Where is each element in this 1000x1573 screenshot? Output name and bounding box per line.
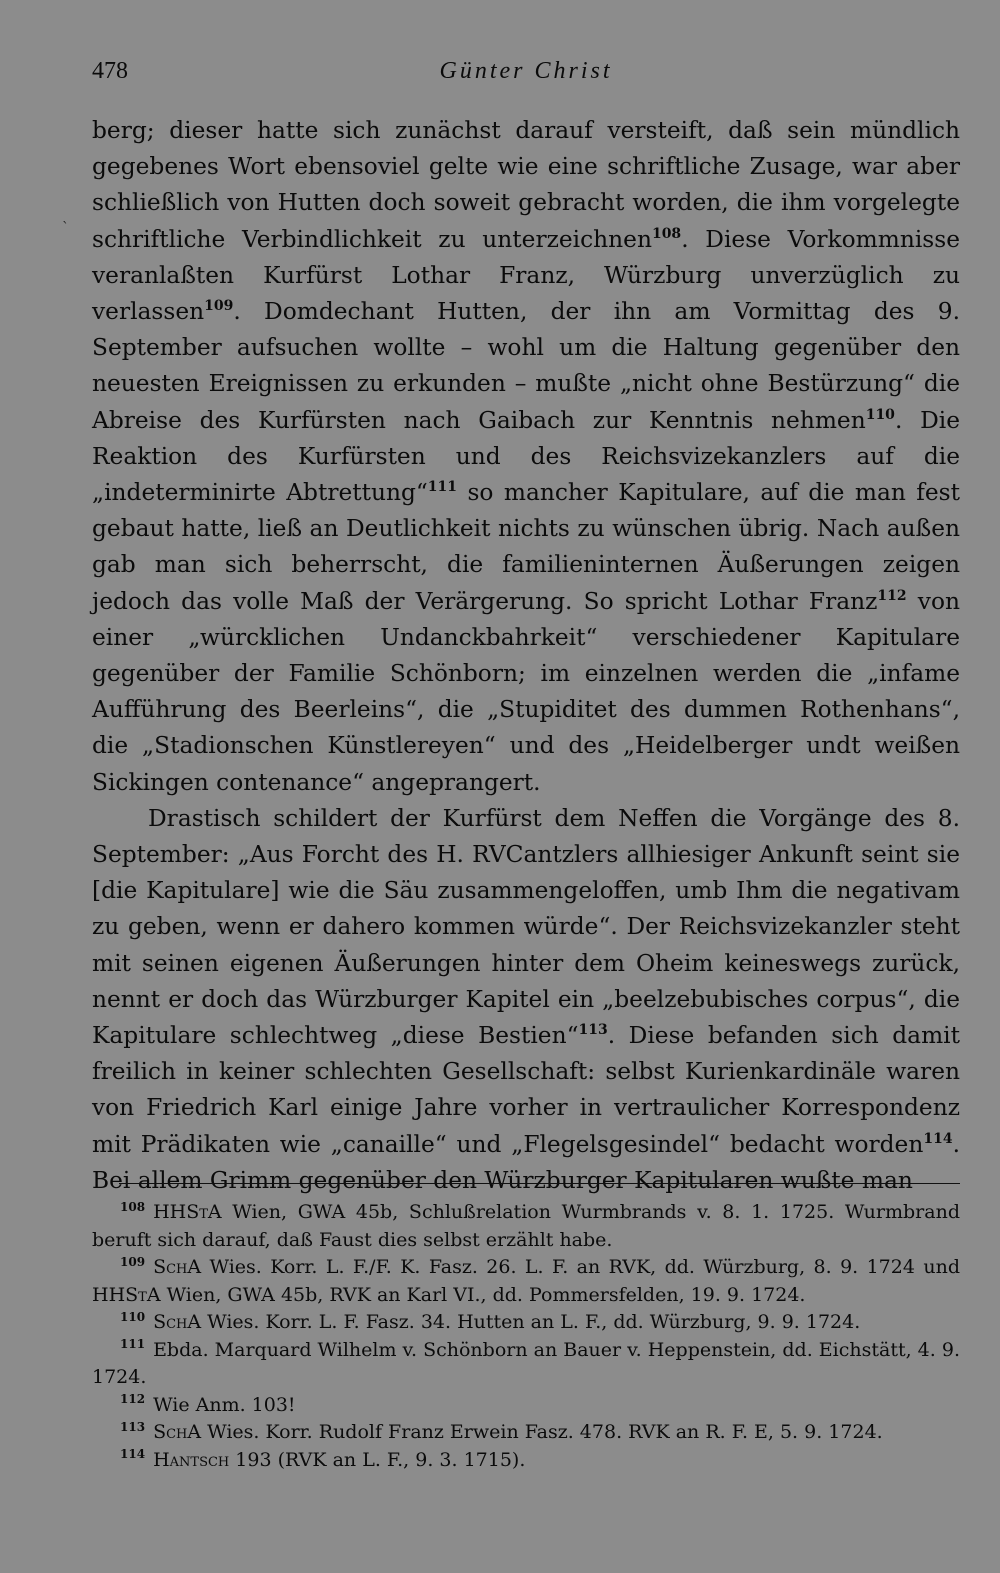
- footnote-number: 111: [120, 1337, 146, 1352]
- text-run: . Domdechant Hutten, der ihn am Vormittag des 9. September aufsuchen wollte – wohl um die Haltung gegenüber den neuesten Ereignissen zu erkunden – mußte „nicht ohne Bestürzung“ die Abreise des Kurfürsten nach Gaibach zur Kenntnis nehmen: [92, 298, 960, 434]
- archive-abbrev: SchA: [153, 1311, 202, 1333]
- footnote-110: [92, 1309, 960, 1337]
- text-run: . Bei allem Grimm gegenüber den Würzburger Kapitularen wußte man: [92, 1130, 960, 1194]
- footnote-text: Wie Anm. 103!: [153, 1393, 296, 1416]
- text-run: . Die Reaktion des Kurfürsten und des Reichsvizekanzlers auf die „indeterminirte Abtrettung“: [92, 406, 960, 507]
- footnote-text: Wien, GWA 45b, Schlußrelation Wurmbrands v. 8. 1. 1725. Wurmbrand beruft sich darauf, daß Faust dies selbst erzählt habe.: [92, 1201, 960, 1251]
- footnote-text: Wien, GWA 45b, RVK an Karl VI., dd. Pommersfelden, 19. 9. 1724.: [160, 1283, 806, 1306]
- footnotes: [92, 1199, 960, 1474]
- margin-tick-mark: ˋ: [62, 220, 69, 236]
- footnote-divider: [119, 1183, 960, 1184]
- text-run: von einer „würcklichen Undanckbahrkeit“ verschiedener Kapitulare gegenüber der Familie Schönborn; im einzelnen werden die „infame Aufführung des Beerleins“, die „Stupiditet des dummen Rothenhans“, die „Stadionschen Künstlereyen“ und des „Heidelberger undt weißen Sickingen contenance“ angeprangert.: [92, 587, 960, 796]
- main-text: [92, 113, 960, 1199]
- archive-abbrev: HHStA: [153, 1201, 222, 1223]
- footnote-ref-108[interactable]: 108: [651, 225, 682, 242]
- text-run: . Diese befanden sich damit freilich in keiner schlechten Gesellschaft: selbst Kurienkardinäle waren von Friedrich Karl einige Jahre vorher in vertraulicher Korrespondenz mit Prädikaten wie „canaille“ und „Flegelsgesindel“ bedacht worden: [92, 1022, 960, 1158]
- footnote-109: [92, 1254, 960, 1309]
- footnote-number: 109: [120, 1254, 146, 1269]
- footnote-113: [92, 1419, 960, 1447]
- footnote-108: [92, 1199, 960, 1254]
- footnote-text: Ebda. Marquard Wilhelm v. Schönborn an Bauer v. Heppenstein, dd. Eichstätt, 4. 9. 1724.: [92, 1338, 960, 1388]
- footnote-number: 112: [120, 1392, 146, 1407]
- footnote-text: Wies. Korr. L. F./F. K. Fasz. 26. L. F. an RVK, dd. Würzburg, 8. 9. 1724 und: [201, 1256, 960, 1278]
- archive-abbrev: SchA: [153, 1256, 202, 1278]
- footnote-text: Wies. Korr. Rudolf Franz Erwein Fasz. 478. RVK an R. F. E, 5. 9. 1724.: [201, 1421, 883, 1443]
- footnote-ref-109[interactable]: 109: [204, 298, 234, 315]
- footnote-ref-110[interactable]: 110: [865, 406, 895, 423]
- page-number: 478: [92, 58, 128, 84]
- footnote-text: 193 (RVK an L. F., 9. 3. 1715).: [229, 1448, 526, 1471]
- footnote-text: Wies. Korr. L. F. Fasz. 34. Hutten an L. F., dd. Würzburg, 9. 9. 1724.: [201, 1311, 861, 1333]
- text-run: Drastisch schildert der Kurfürst dem Neffen die Vorgänge des 8. September: „Aus Forcht des H. RVCantzlers allhiesiger Ankunft seint sie [die Kapitulare] wie die Säu zusammengeloffen, umb Ihm die negativam zu geben, wenn er dahero kommen würde“. Der Reichsvizekanzler steht mit seinen eigenen Äußerungen hinter dem Oheim keineswegs zurück, nennt er doch das Würzburger Kapitel ein „beelzebubisches corpus“, die Kapitulare schlechtweg „diese Bestien“: [92, 804, 960, 1050]
- footnote-ref-111[interactable]: 111: [427, 479, 458, 496]
- footnote-number: 108: [120, 1199, 146, 1214]
- text-run: so mancher Kapitulare, auf die man fest gebaut hatte, ließ an Deutlichkeit nichts zu wünschen übrig. Nach außen gab man sich beherrscht, die familieninternen Äußerungen zeigen jedoch das volle Maß der Verärgerung. So spricht Lothar Franz: [92, 479, 960, 615]
- running-head: Günter Christ: [439, 58, 613, 84]
- footnote-111: [92, 1337, 960, 1392]
- paragraph-2: [92, 801, 960, 1199]
- text-run: berg; dieser hatte sich zunächst darauf versteift, daß sein mündlich gegebenes Wort ebensoviel gelte wie eine schriftliche Zusage, war aber schließlich von Hutten doch soweit gebracht worden, die ihm vorgelegte schriftliche Verbindlichkeit zu unterzeichnen: [92, 117, 960, 253]
- footnote-ref-113[interactable]: 113: [578, 1022, 608, 1039]
- footnote-ref-114[interactable]: 114: [923, 1130, 953, 1147]
- footnote-114: [92, 1447, 960, 1475]
- footnote-number: 113: [120, 1419, 146, 1434]
- archive-abbrev: SchA: [153, 1421, 202, 1443]
- footnote-112: [92, 1392, 960, 1420]
- footnote-number: 110: [120, 1309, 146, 1324]
- author-name: Hantsch: [153, 1448, 230, 1471]
- footnote-number: 114: [120, 1447, 146, 1462]
- footnote-ref-112[interactable]: 112: [877, 587, 907, 604]
- text-run: . Diese Vorkommnisse veranlaßten Kurfürst Lothar Franz, Würzburg unverzüglich zu verlassen: [92, 225, 961, 326]
- paragraph-1: [92, 113, 960, 801]
- archive-abbrev: HHStA: [92, 1283, 161, 1306]
- page-header: [92, 58, 960, 92]
